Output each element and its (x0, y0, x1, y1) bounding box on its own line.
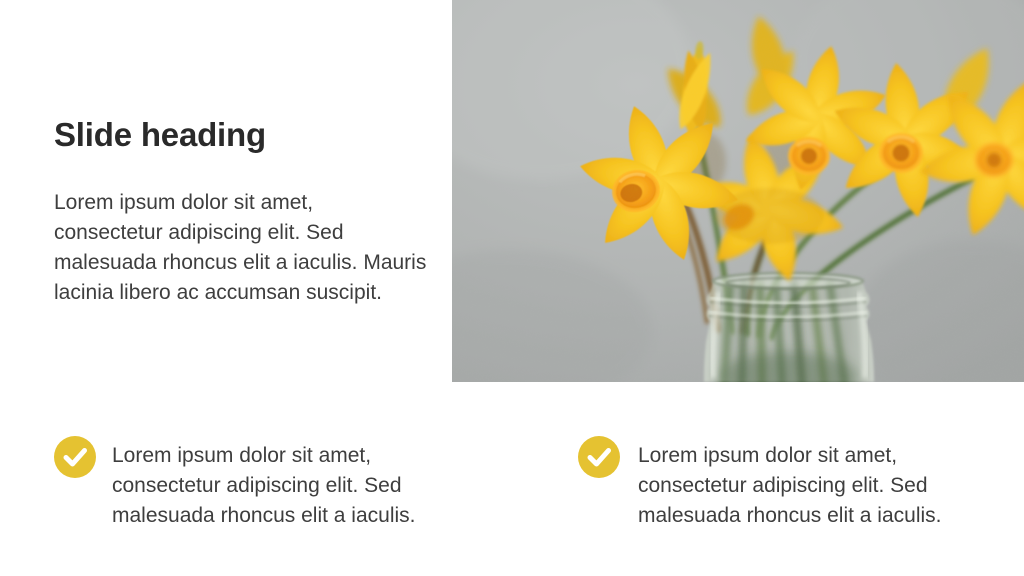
paragraph-line: consectetur adipiscing elit. Sed (54, 221, 344, 244)
checklist-item (112, 441, 416, 531)
check-icon (54, 436, 96, 478)
paragraph-line: Lorem ipsum dolor sit amet, (54, 191, 314, 214)
check-badge (54, 436, 96, 478)
check-icon (578, 436, 620, 478)
check-badge (578, 436, 620, 478)
checklist-item-line: malesuada rhoncus elit a iaculis. (112, 504, 416, 527)
paragraph-line: lacinia libero ac accumsan suscipit. (54, 281, 382, 304)
checklist-item-line: malesuada rhoncus elit a iaculis. (638, 504, 942, 527)
body-paragraph (54, 188, 426, 308)
checklist-item-line: Lorem ipsum dolor sit amet, (112, 444, 372, 467)
checklist-item-line: consectetur adipiscing elit. Sed (638, 474, 928, 497)
checklist-item-line: Lorem ipsum dolor sit amet, (638, 444, 898, 467)
paragraph-line: malesuada rhoncus elit a iaculis. Mauris (54, 251, 427, 274)
checklist-item-line: consectetur adipiscing elit. Sed (112, 474, 402, 497)
daffodil-photo (452, 0, 1024, 382)
checklist-item (638, 441, 942, 531)
page-title: Slide heading (54, 116, 266, 153)
